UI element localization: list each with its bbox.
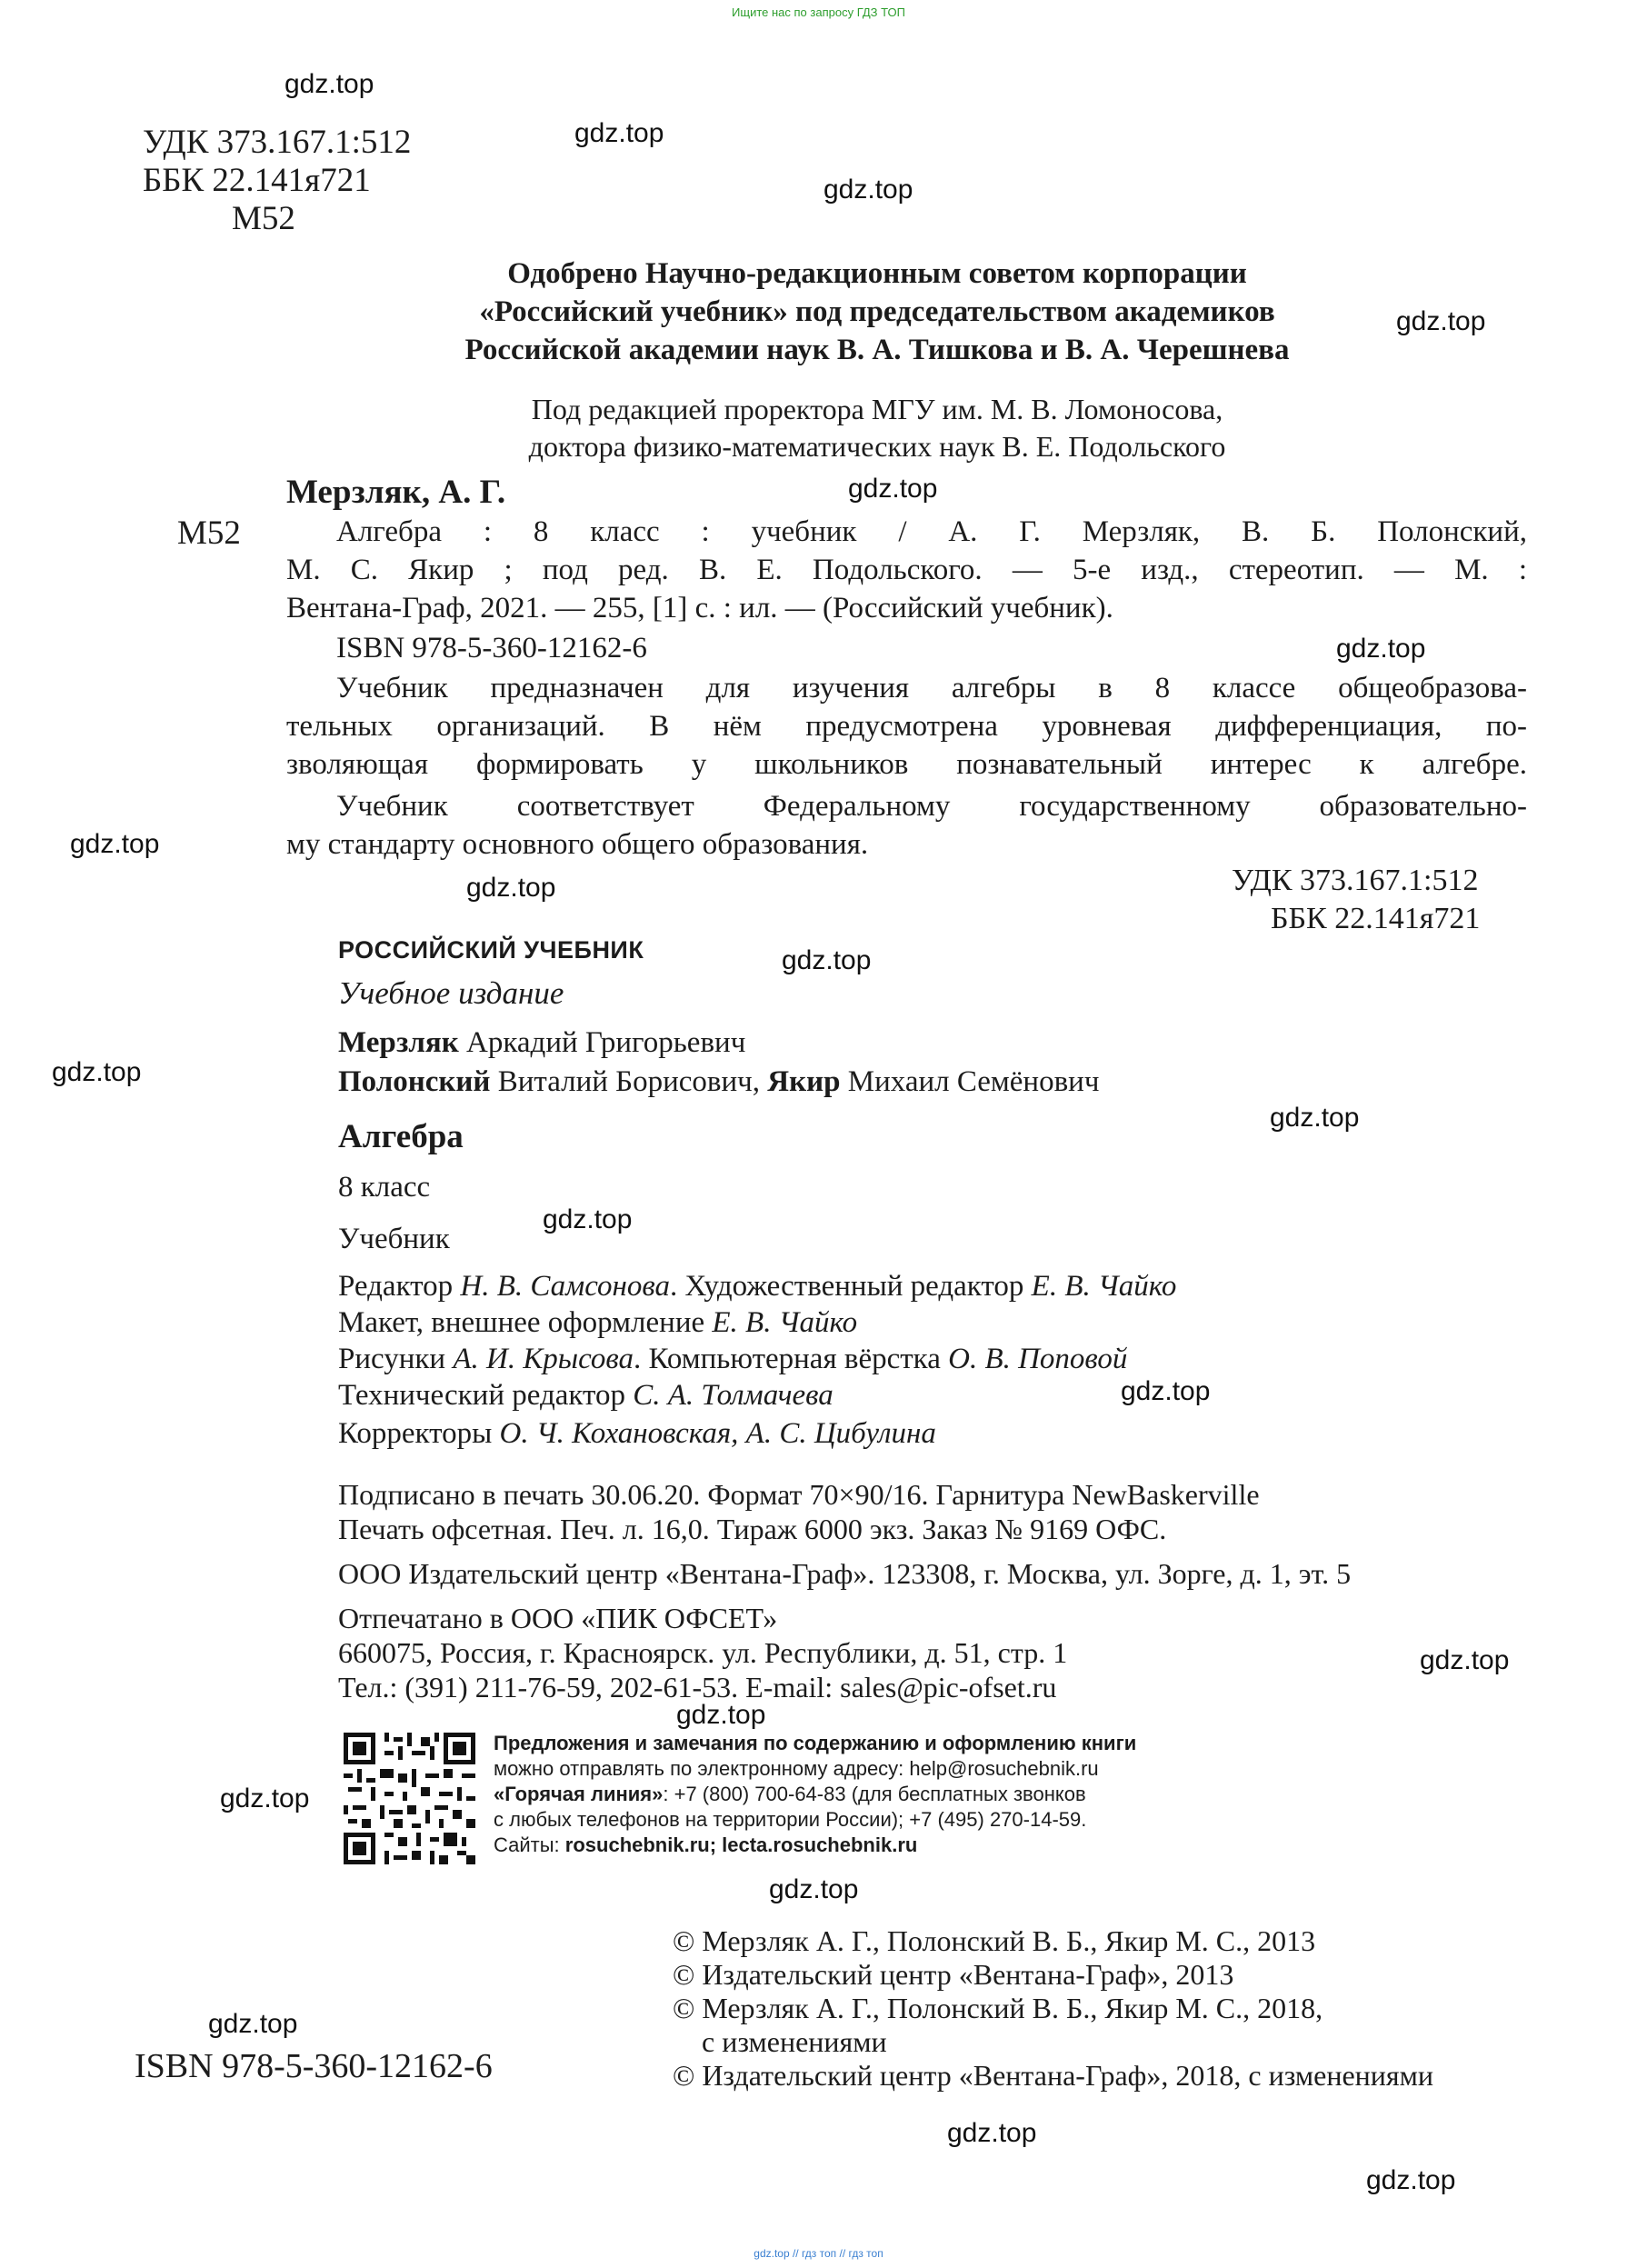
watermark: gdz.top: [823, 175, 913, 205]
catalog-description-1: Алгебра : 8 класс : учебник / А. Г. Мерзляк, В. Б. Полонский,: [336, 515, 1527, 548]
watermark: gdz.top: [1336, 634, 1426, 664]
watermark: gdz.top: [574, 118, 664, 148]
watermark: gdz.top: [220, 1783, 310, 1813]
credits-line-1: Редактор Н. В. Самсонова. Художественный редактор Е. В. Чайко: [338, 1270, 1177, 1303]
sites-links[interactable]: rosuchebnik.ru; lecta.rosuchebnik.ru: [564, 1833, 918, 1856]
watermark: gdz.top: [466, 873, 556, 903]
watermark: gdz.top: [208, 2009, 298, 2039]
printer-info: Тел.: (391) 211-76-59, 202-61-53. E-mail: sales@pic-ofset.ru: [338, 1671, 1057, 1703]
art-editor-name: Е. В. Чайко: [1031, 1270, 1177, 1303]
credits-line-5: Корректоры О. Ч. Кохановская, А. С. Цибулина: [338, 1417, 936, 1450]
catalog-author: Мерзляк, А. Г.: [286, 474, 506, 511]
author-surname: Якир: [767, 1065, 841, 1098]
typesetting-name: О. В. Поповой: [948, 1343, 1128, 1375]
top-banner[interactable]: Ищите нас по запросу ГДЗ ТОП: [732, 5, 905, 19]
hotline-label: «Горячая линия»: [494, 1783, 664, 1805]
copyright-block: [673, 1924, 1433, 2093]
contact-line: можно отправлять по электронному адресу: help@rosuchebnik.ru: [494, 1757, 1099, 1780]
catalog-description-2: М. С. Якир ; под ред. В. Е. Подольского. — 5-е изд., стереотип. — М. :: [286, 554, 1527, 586]
series-label: РОССИЙСКИЙ УЧЕБНИК: [338, 936, 644, 964]
author-mark: М52: [232, 200, 295, 237]
watermark: gdz.top: [947, 2118, 1037, 2148]
watermark: gdz.top: [543, 1204, 633, 1234]
author-surname: Полонский: [338, 1065, 491, 1098]
watermark: gdz.top: [52, 1057, 142, 1087]
annotation-line: зволяющая формировать у школьников познавательный интерес к алгебре.: [286, 748, 1527, 781]
catalog-side-mark: М52: [177, 515, 241, 552]
author-line-2: [338, 1064, 1099, 1101]
watermark: gdz.top: [1121, 1376, 1211, 1406]
copyright-line: © Мерзляк А. Г., Полонский В. Б., Якир М. С., 2018,: [673, 1992, 1323, 2024]
bbk-code: ББК 22.141я721: [143, 162, 371, 199]
layout-name: Е. В. Чайко: [712, 1306, 858, 1339]
annotation-line: Учебник соответствует Федеральному государственному образовательно-: [336, 790, 1527, 823]
print-info: Печать офсетная. Печ. л. 16,0. Тираж 6000 экз. Заказ № 9169 ОФС.: [338, 1513, 1167, 1545]
printer-info: Отпечатано в ООО «ПИК ОФСЕТ»: [338, 1602, 778, 1634]
contact-line: Предложения и замечания по содержанию и оформлению книги: [494, 1732, 1137, 1754]
printer-info: 660075, Россия, г. Красноярск. ул. Республики, д. 51, стр. 1: [338, 1636, 1068, 1669]
qr-code: [344, 1733, 475, 1864]
watermark: gdz.top: [769, 1874, 859, 1904]
watermark: gdz.top: [1366, 2165, 1456, 2195]
watermark: gdz.top: [782, 945, 872, 975]
watermark: gdz.top: [1420, 1645, 1510, 1675]
watermark: gdz.top: [676, 1700, 766, 1730]
udk-code: УДК 373.167.1:512: [143, 124, 412, 161]
author-name: Виталий Борисович,: [490, 1065, 768, 1098]
book-grade: 8 класс: [338, 1171, 431, 1204]
watermark: gdz.top: [848, 474, 938, 504]
book-title: Алгебра: [338, 1118, 464, 1155]
drawings-name: А. И. Крысова: [453, 1343, 634, 1375]
copyright-line: © Мерзляк А. Г., Полонский В. Б., Якир М. С., 2013: [673, 1924, 1316, 1957]
proofreaders-name: О. Ч. Кохановская, А. С. Цибулина: [499, 1417, 936, 1450]
contact-line: с любых телефонов на территории России); +7 (495) 270-14-59.: [494, 1808, 1087, 1831]
author-name: Аркадий Григорьевич: [458, 1026, 746, 1059]
edited-by: Под редакцией проректора МГУ им. М. В. Ломоносова, доктора физико-математических наук В. Е. Подольского: [528, 393, 1226, 463]
author-name: Михаил Семёнович: [840, 1065, 1100, 1098]
editor-name: Н. В. Самсонова: [460, 1270, 670, 1303]
catalog-description-3: Вентана-Граф, 2021. — 255, [1] с. : ил. — (Российский учебник).: [286, 592, 1113, 624]
catalog-isbn: ISBN 978-5-360-12162-6: [336, 632, 647, 664]
isbn-bottom: ISBN 978-5-360-12162-6: [135, 2047, 493, 2085]
credits-line-4: Технический редактор С. А. Толмачева: [338, 1379, 833, 1412]
contact-line: «Горячая линия»: +7 (800) 700-64-83 (для бесплатных звонков: [494, 1783, 1086, 1805]
watermark: gdz.top: [70, 829, 160, 859]
credits-line-2: Макет, внешнее оформление Е. В. Чайко: [338, 1306, 858, 1339]
author-surname: Мерзляк: [338, 1026, 459, 1059]
author-line-1: [338, 1024, 745, 1062]
annotation-line: тельных организаций. В нём предусмотрена уровневая дифференциация, по-: [286, 710, 1527, 743]
edition-type: Учебное издание: [338, 975, 564, 1011]
watermark: gdz.top: [1396, 306, 1486, 336]
approval-statement: Одобрено Научно-редакционным советом корпорации «Российский учебник» под председательством академиков Российской академии наук В. А. Тишкова и В. А. Черешнева: [464, 257, 1290, 366]
watermark: gdz.top: [284, 69, 374, 99]
catalog-udk: УДК 373.167.1:512: [1232, 864, 1479, 897]
contact-block: [494, 1731, 1136, 1858]
annotation-line: Учебник предназначен для изучения алгебры в 8 классе общеобразова-: [336, 672, 1527, 704]
copyright-line: © Издательский центр «Вентана-Граф», 2018, с изменениями: [673, 2059, 1434, 2092]
copyright-line: © Издательский центр «Вентана-Граф», 2013: [673, 1958, 1234, 1991]
annotation-line: му стандарту основного общего образования.: [286, 828, 869, 861]
bottom-banner[interactable]: gdz.top // гдз топ // гдз топ: [754, 2247, 883, 2260]
book-kind: Учебник: [338, 1223, 450, 1255]
watermark: gdz.top: [1270, 1103, 1360, 1133]
contact-line: Сайты: rosuchebnik.ru; lecta.rosuchebnik.ru: [494, 1833, 918, 1856]
publisher-info: ООО Издательский центр «Вентана-Граф». 123308, г. Москва, ул. Зорге, д. 1, эт. 5: [338, 1557, 1352, 1590]
copyright-line: с изменениями: [673, 2025, 887, 2058]
print-info: Подписано в печать 30.06.20. Формат 70×90/16. Гарнитура NewBaskerville: [338, 1478, 1260, 1511]
tech-editor-name: С. А. Толмачева: [633, 1379, 833, 1412]
catalog-bbk: ББК 22.141я721: [1271, 902, 1481, 935]
credits-line-3: Рисунки А. И. Крысова. Компьютерная вёрстка О. В. Поповой: [338, 1343, 1128, 1375]
